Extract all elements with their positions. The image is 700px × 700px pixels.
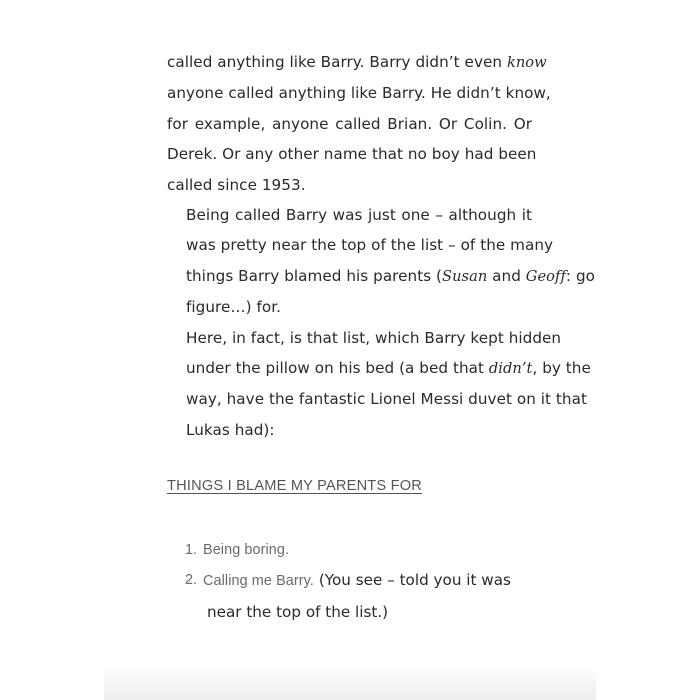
text-line — [167, 261, 595, 292]
list-item-aside-text: (You see – told you it was — [314, 571, 511, 590]
list-number: 1. — [185, 542, 198, 558]
text-line — [167, 230, 554, 260]
list-number: 2. — [185, 572, 198, 589]
text-run: called anything like Barry. Barry didn’t even — [167, 53, 507, 71]
text-run: Lukas had): — [186, 420, 275, 439]
text-run: was pretty near the top of the list – of the many — [186, 236, 554, 255]
text-line — [167, 78, 551, 108]
text-line — [167, 353, 591, 384]
text-run: , by the — [532, 359, 591, 378]
text-run: for example, anyone called Brian. Or Colin. Or — [167, 114, 532, 133]
text-run: way, have the fantastic Lionel Messi duvet on it that — [186, 390, 587, 409]
text-run: under the pillow on his bed (a bed that — [186, 359, 489, 378]
text-line — [167, 47, 547, 78]
list-heading: THINGS I BLAME MY PARENTS FOR — [167, 478, 423, 494]
text-line — [167, 200, 532, 230]
text-line — [167, 323, 562, 353]
text-run: Here, in fact, is that list, which Barry kept hidden — [186, 328, 562, 347]
text-run: : go — [565, 266, 595, 285]
body-text — [167, 47, 595, 445]
text-run: anyone called anything like Barry. He didn’t know, — [167, 84, 551, 103]
paragraph — [167, 47, 551, 200]
italic-text: know — [506, 54, 547, 71]
text-line — [167, 384, 587, 414]
text-line — [167, 292, 532, 322]
text-run: things Barry blamed his parents ( — [186, 266, 443, 285]
text-line — [167, 109, 532, 139]
text-run: called since 1953. — [167, 175, 306, 194]
italic-text: Geoff — [525, 267, 566, 285]
italic-text: Susan — [442, 267, 488, 285]
list-item-continuation: near the top of the list.) — [207, 602, 389, 621]
text-run: figure…) for. — [186, 298, 281, 317]
list-item-handwritten-text: Being boring. — [203, 542, 290, 558]
blame-list — [185, 535, 545, 627]
text-run: Being called Barry was just one – although it — [186, 206, 532, 225]
text-run: and — [487, 266, 526, 285]
text-line — [167, 170, 532, 200]
text-line — [167, 415, 532, 445]
page-shadow — [104, 668, 596, 700]
paragraph — [167, 200, 595, 323]
italic-text: didn’t — [488, 360, 533, 378]
paragraph — [167, 323, 591, 446]
list-item — [185, 565, 545, 627]
text-line — [167, 139, 537, 169]
list-item — [185, 535, 545, 565]
text-run: Derek. Or any other name that no boy had been — [167, 145, 537, 164]
list-item-handwritten-text: Calling me Barry. — [203, 573, 314, 590]
